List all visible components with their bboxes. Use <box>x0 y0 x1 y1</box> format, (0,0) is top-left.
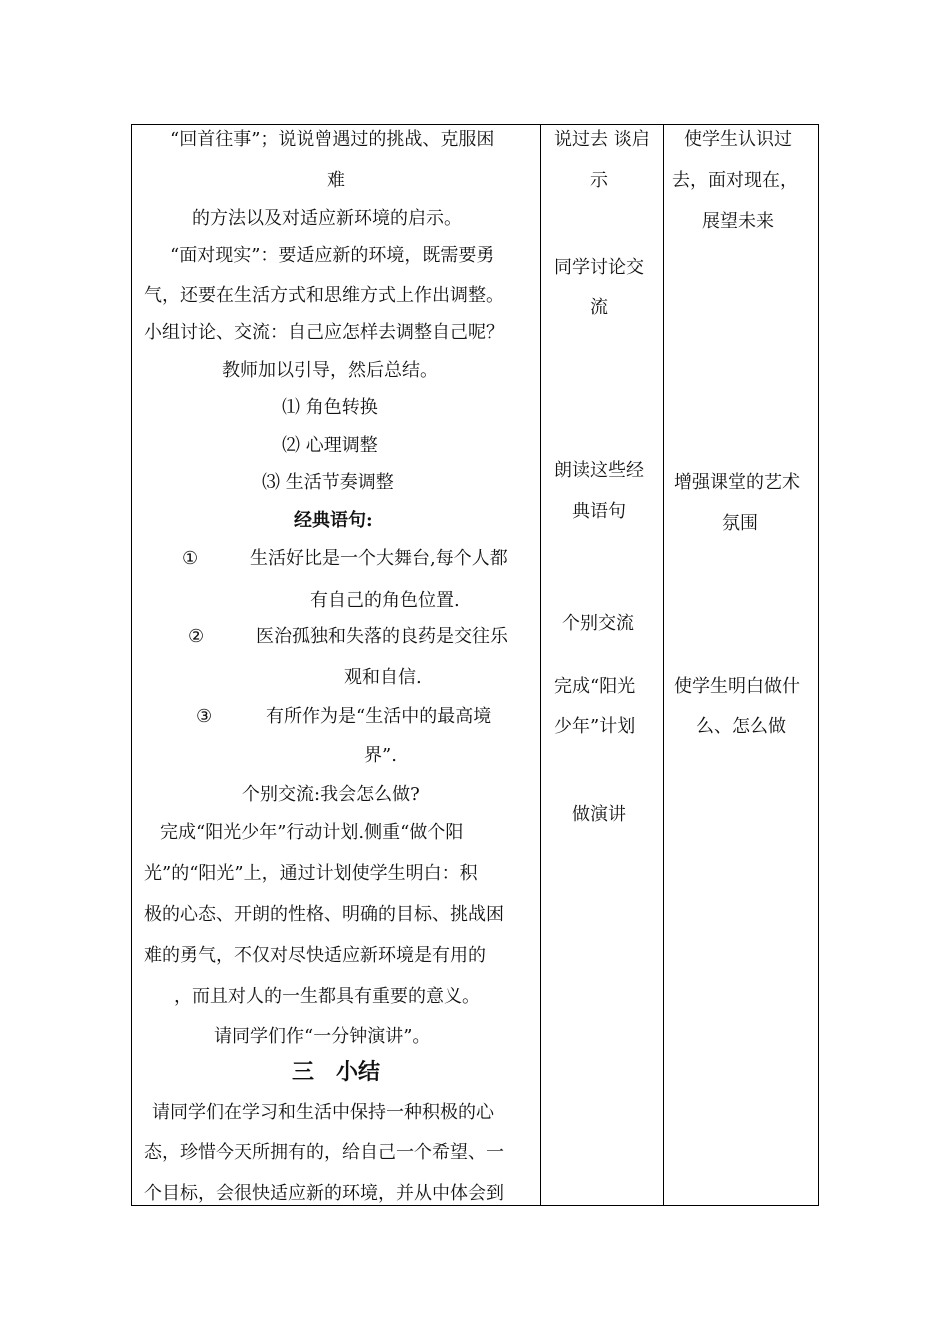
quote-number: ① <box>182 548 199 569</box>
text-line: 光”的“阳光”上，通过计划使学生明白：积 <box>144 863 478 884</box>
text-line: 难 <box>327 170 345 191</box>
activity-text: 说过去 谈启 <box>554 129 650 150</box>
lesson-plan-table <box>131 124 819 1206</box>
activity-text: 流 <box>590 297 608 318</box>
activity-text: 示 <box>590 170 608 191</box>
intent-text: 使学生明白做什 <box>674 676 800 697</box>
quote-number: ② <box>188 626 205 647</box>
activity-text: 典语句 <box>572 501 626 522</box>
text-line: 个别交流:我会怎么做? <box>242 784 420 805</box>
list-item: ⑴ 角色转换 <box>282 397 378 418</box>
activity-text: 完成“阳光 <box>554 676 636 697</box>
text-line: ，而且对人的一生都具有重要的意义。 <box>174 986 480 1007</box>
section-heading: 三 小结 <box>292 1059 381 1085</box>
activity-text: 朗读这些经 <box>554 460 644 481</box>
text-line: “回首往事”；说说曾遇过的挑战、克服困 <box>170 129 495 150</box>
intent-text: 氛围 <box>722 513 758 534</box>
text-line: “面对现实”：要适应新的环境，既需要勇 <box>170 245 495 266</box>
text-line: 请同学们在学习和生活中保持一种积极的心 <box>152 1102 494 1123</box>
quote-text: 有所作为是“生活中的最高境 <box>266 706 492 727</box>
text-line: 态，珍惜今天所拥有的，给自己一个希望、一 <box>144 1142 504 1163</box>
intent-text: 使学生认识过 <box>684 129 792 150</box>
intent-text: 去，面对现在， <box>672 170 798 191</box>
quote-text: 有自己的角色位置. <box>310 590 460 611</box>
text-line: 的方法以及对适应新环境的启示。 <box>192 208 462 229</box>
text-line: 教师加以引导，然后总结。 <box>222 360 438 381</box>
quote-text: 生活好比是一个大舞台,每个人都 <box>250 548 508 569</box>
activity-text: 个别交流 <box>562 613 634 634</box>
text-line: 极的心态、开朗的性格、明确的目标、挑战困 <box>144 904 504 925</box>
quote-text: 医治孤独和失落的良药是交往乐 <box>256 626 508 647</box>
text-line: 个目标，会很快适应新的环境，并从中体会到 <box>144 1183 504 1204</box>
list-item: ⑶ 生活节奏调整 <box>262 472 394 493</box>
intent-text: 增强课堂的艺术 <box>674 472 800 493</box>
text-line: 难的勇气，不仅对尽快适应新环境是有用的 <box>144 945 486 966</box>
activity-text: 同学讨论交 <box>554 257 644 278</box>
quote-text: 界”. <box>364 745 397 766</box>
text-line: 小组讨论、交流：自己应怎样去调整自己呢？ <box>144 322 504 343</box>
column-divider-1 <box>540 125 541 1205</box>
quote-text: 观和自信. <box>344 667 422 688</box>
quotes-title: 经典语句: <box>294 510 373 531</box>
quote-number: ③ <box>196 706 213 727</box>
text-line: 请同学们作“一分钟演讲”。 <box>214 1026 431 1047</box>
intent-text: 展望未来 <box>702 211 774 232</box>
activity-text: 做演讲 <box>572 804 626 825</box>
text-line: 气，还要在生活方式和思维方式上作出调整。 <box>144 285 504 306</box>
column-divider-2 <box>663 125 664 1205</box>
activity-text: 少年”计划 <box>554 716 636 737</box>
text-line: 完成“阳光少年”行动计划.侧重“做个阳 <box>160 822 464 843</box>
intent-text: 么、怎么做 <box>696 716 786 737</box>
list-item: ⑵ 心理调整 <box>282 435 378 456</box>
